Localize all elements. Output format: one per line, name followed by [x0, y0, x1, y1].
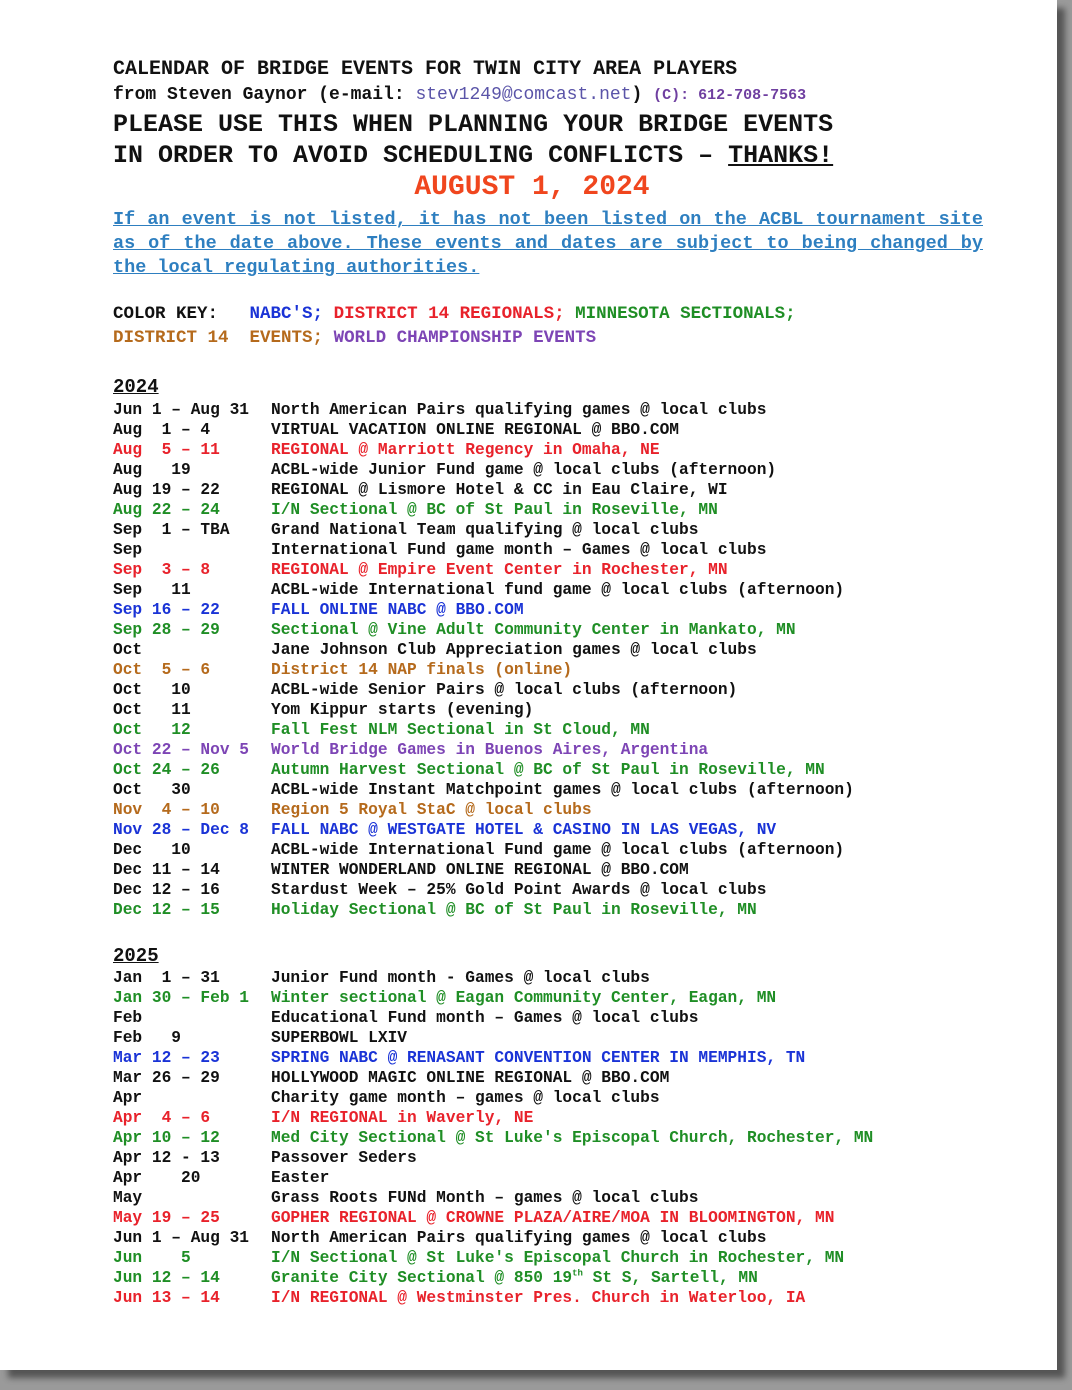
- event-date: Jun 12 – 14: [113, 1269, 220, 1287]
- event-date: Nov 4 – 10: [113, 801, 220, 819]
- event-description: Grass Roots FUNd Month – games @ local clubs: [271, 1189, 699, 1207]
- event-date: Mar 12 – 23: [113, 1049, 220, 1067]
- year-heading-2024: 2024: [113, 376, 159, 398]
- event-date: Dec 11 – 14: [113, 861, 220, 879]
- event-date: May: [113, 1189, 143, 1207]
- event-date: Oct: [113, 641, 143, 659]
- color-key-district-regionals: DISTRICT 14 REGIONALS;: [333, 304, 565, 324]
- event-description: SPRING NABC @ RENASANT CONVENTION CENTER IN MEMPHIS, TN: [271, 1049, 806, 1067]
- event-description: FALL NABC @ WESTGATE HOTEL & CASINO IN LAS VEGAS, NV: [271, 821, 777, 839]
- event-date: Dec 12 – 15: [113, 901, 220, 919]
- event-description: REGIONAL @ Lismore Hotel & CC in Eau Claire, WI: [271, 481, 728, 499]
- event-date: Apr 12 - 13: [113, 1149, 220, 1167]
- event-description: District 14 NAP finals (online): [271, 661, 573, 679]
- event-description: I/N Sectional @ BC of St Paul in Roseville, MN: [271, 501, 718, 519]
- event-date: Oct 11: [113, 701, 191, 719]
- event-description: Junior Fund month - Games @ local clubs: [271, 969, 650, 987]
- request-line-2: [113, 141, 833, 170]
- event-date: Dec 12 – 16: [113, 881, 220, 899]
- event-date: Oct 10: [113, 681, 191, 699]
- event-date: Jan 1 – 31: [113, 969, 220, 987]
- event-description: Holiday Sectional @ BC of St Paul in Roseville, MN: [271, 901, 757, 919]
- event-date: Aug 19: [113, 461, 191, 479]
- event-date: Feb: [113, 1009, 143, 1027]
- event-date: May 19 – 25: [113, 1209, 220, 1227]
- color-key-line-2: [113, 328, 596, 348]
- event-date: Aug 22 – 24: [113, 501, 220, 519]
- event-date: Mar 26 – 29: [113, 1069, 220, 1087]
- event-description: Fall Fest NLM Sectional in St Cloud, MN: [271, 721, 650, 739]
- event-description: HOLLYWOOD MAGIC ONLINE REGIONAL @ BBO.COM: [271, 1069, 670, 1087]
- event-description: Autumn Harvest Sectional @ BC of St Paul in Roseville, MN: [271, 761, 825, 779]
- event-description: WINTER WONDERLAND ONLINE REGIONAL @ BBO.COM: [271, 861, 689, 879]
- event-description: International Fund game month – Games @ local clubs: [271, 541, 767, 559]
- event-date: Sep 16 – 22: [113, 601, 220, 619]
- event-date: Apr 4 – 6: [113, 1109, 211, 1127]
- event-description: Easter: [271, 1169, 330, 1187]
- event-description: North American Pairs qualifying games @ local clubs: [271, 1229, 767, 1247]
- event-date: Jun 5: [113, 1249, 191, 1267]
- event-date: Jan 30 – Feb 1: [113, 989, 249, 1007]
- event-description: Grand National Team qualifying @ local clubs: [271, 521, 699, 539]
- color-key-mn-sectionals: MINNESOTA SECTIONALS;: [575, 304, 796, 324]
- event-date: Apr 20: [113, 1169, 201, 1187]
- event-date: Jun 1 – Aug 31: [113, 1229, 249, 1247]
- event-date: Apr 10 – 12: [113, 1129, 220, 1147]
- event-description: I/N REGIONAL in Waverly, NE: [271, 1109, 534, 1127]
- event-date: Dec 10: [113, 841, 191, 859]
- event-description: Yom Kippur starts (evening): [271, 701, 534, 719]
- event-description: REGIONAL @ Empire Event Center in Rochester, MN: [271, 561, 728, 579]
- event-description: Charity game month – games @ local clubs: [271, 1089, 660, 1107]
- event-description: ACBL-wide Junior Fund game @ local clubs (afternoon): [271, 461, 777, 479]
- event-date: Nov 28 – Dec 8: [113, 821, 249, 839]
- event-description: Stardust Week – 25% Gold Point Awards @ local clubs: [271, 881, 767, 899]
- event-description: Winter sectional @ Eagan Community Center, Eagan, MN: [271, 989, 777, 1007]
- event-date: Sep 28 – 29: [113, 621, 220, 639]
- event-date: Sep 11: [113, 581, 191, 599]
- color-key-world: WORLD CHAMPIONSHIP EVENTS: [333, 328, 597, 348]
- event-description: North American Pairs qualifying games @ local clubs: [271, 401, 767, 419]
- event-description: Jane Johnson Club Appreciation games @ local clubs: [271, 641, 757, 659]
- event-date: Aug 19 – 22: [113, 481, 220, 499]
- event-date: Apr: [113, 1089, 143, 1107]
- event-description: FALL ONLINE NABC @ BBO.COM: [271, 601, 524, 619]
- document-title: CALENDAR OF BRIDGE EVENTS FOR TWIN CITY AREA PLAYERS: [113, 58, 738, 81]
- event-date: Oct 5 – 6: [113, 661, 211, 679]
- event-date: Aug 5 – 11: [113, 441, 220, 459]
- event-date: Feb 9: [113, 1029, 181, 1047]
- event-date: Oct 30: [113, 781, 191, 799]
- request-line-2-text: IN ORDER TO AVOID SCHEDULING CONFLICTS –: [113, 141, 729, 170]
- disclaimer-note: If an event is not listed, it has not been listed on the ACBL tournament site as of the date above. These events and dates are subject to being changed by the local regulating authorities.: [113, 209, 983, 278]
- event-description: I/N Sectional @ St Luke's Episcopal Church in Rochester, MN: [271, 1249, 845, 1267]
- event-date: Jun 13 – 14: [113, 1289, 220, 1307]
- event-description: Med City Sectional @ St Luke's Episcopal Church, Rochester, MN: [271, 1129, 874, 1147]
- event-description: Passover Seders: [271, 1149, 417, 1167]
- event-description: Educational Fund month – Games @ local clubs: [271, 1009, 699, 1027]
- event-date: Oct 22 – Nov 5: [113, 741, 249, 759]
- event-description: SUPERBOWL LXIV: [271, 1029, 407, 1047]
- color-key-district-events: DISTRICT 14 EVENTS;: [113, 328, 324, 348]
- event-description: I/N REGIONAL @ Westminster Pres. Church in Waterloo, IA: [271, 1289, 806, 1307]
- color-key-nabc: NABC'S;: [249, 304, 324, 324]
- event-date: Oct 12: [113, 721, 191, 739]
- author-line: [113, 85, 806, 105]
- close-paren: ): [631, 85, 643, 105]
- event-description: ACBL-wide International Fund game @ local clubs (afternoon): [271, 841, 845, 859]
- event-description: VIRTUAL VACATION ONLINE REGIONAL @ BBO.COM: [271, 421, 679, 439]
- event-description: ACBL-wide International fund game @ local clubs (afternoon): [271, 581, 845, 599]
- year-heading-2025: 2025: [113, 945, 159, 967]
- email-link[interactable]: stev1249@comcast.net: [415, 85, 632, 105]
- thanks-text: THANKS!: [728, 141, 834, 170]
- event-description: Sectional @ Vine Adult Community Center in Mankato, MN: [271, 621, 796, 639]
- event-date: Sep: [113, 541, 143, 559]
- event-date: Sep 3 – 8: [113, 561, 211, 579]
- event-date: Sep 1 – TBA: [113, 521, 230, 539]
- event-date: Aug 1 – 4: [113, 421, 211, 439]
- event-description: ACBL-wide Senior Pairs @ local clubs (afternoon): [271, 681, 738, 699]
- event-description: Granite City Sectional @ 850 19th St S, Sartell, MN: [271, 1268, 758, 1287]
- color-key-line-1: [113, 304, 796, 324]
- event-date: Jun 1 – Aug 31: [113, 401, 249, 419]
- event-date: Oct 24 – 26: [113, 761, 220, 779]
- request-line: PLEASE USE THIS WHEN PLANNING YOUR BRIDGE EVENTS: [113, 110, 834, 139]
- author-prefix: from Steven Gaynor (e-mail:: [113, 85, 416, 105]
- event-description: ACBL-wide Instant Matchpoint games @ local clubs (afternoon): [271, 781, 854, 799]
- calendar-date: [0, 172, 1072, 203]
- event-description: World Bridge Games in Buenos Aires, Argentina: [271, 741, 709, 759]
- color-key-label: COLOR KEY:: [113, 304, 219, 324]
- calendar-date-text: AUGUST 1, 2024: [414, 172, 650, 203]
- cell-phone: (C): 612-708-7563: [653, 87, 807, 104]
- event-description: Region 5 Royal StaC @ local clubs: [271, 801, 592, 819]
- event-description: GOPHER REGIONAL @ CROWNE PLAZA/AIRE/MOA IN BLOOMINGTON, MN: [271, 1209, 835, 1227]
- event-description: REGIONAL @ Marriott Regency in Omaha, NE: [271, 441, 660, 459]
